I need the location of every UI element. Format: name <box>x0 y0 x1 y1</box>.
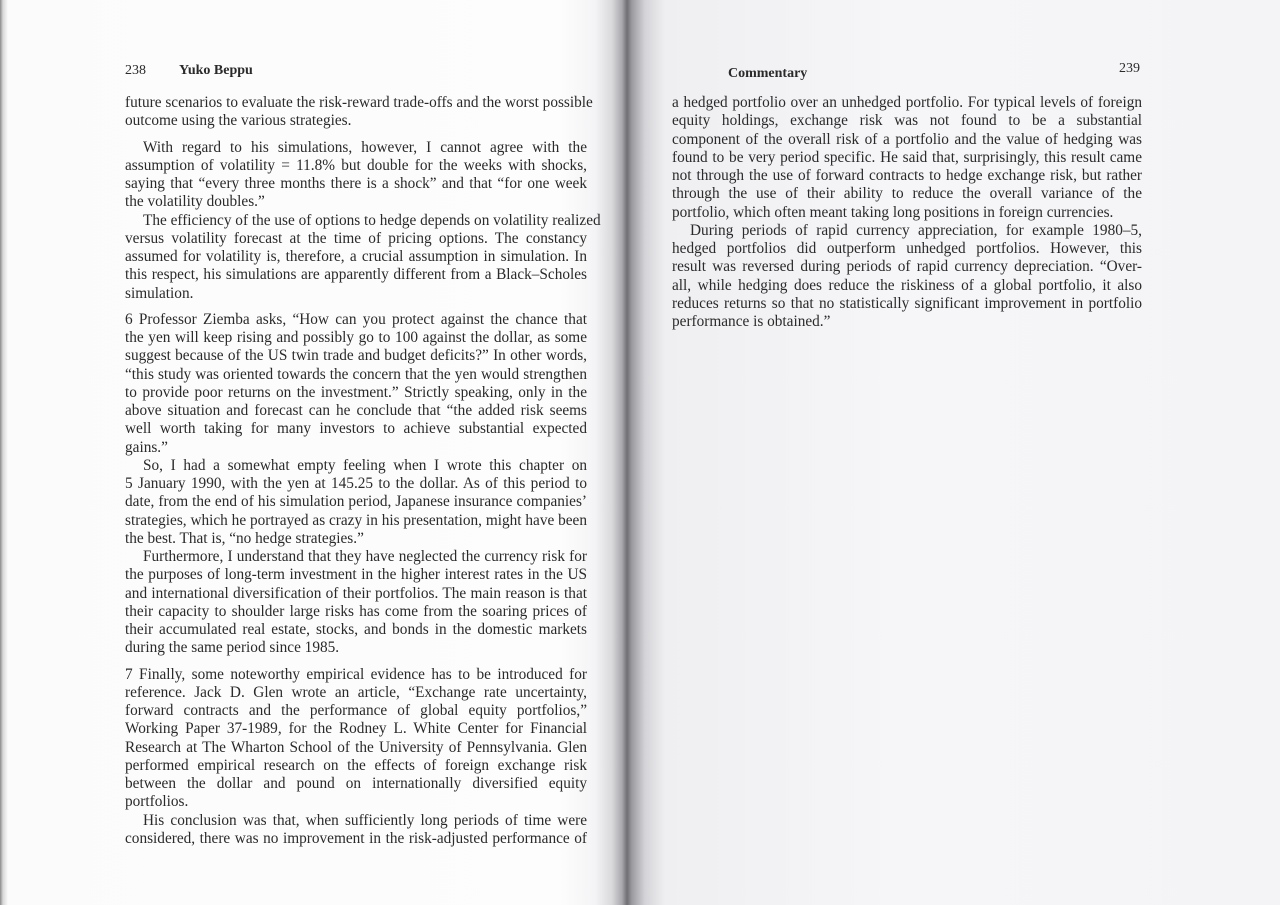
paragraph <box>125 812 587 849</box>
text-line: reduces returns so that no statistically significant improvement in portfolio <box>672 294 1142 312</box>
text-line: a hedged portfolio over an unhedged portfolio. For typical levels of foreign <box>672 94 1142 111</box>
text-line: the volatility doubles.” <box>125 193 265 211</box>
text-line: considered, there was no improvement in the risk-adjusted performance of <box>125 829 587 847</box>
text-line: not through the use of forward contracts to hedge exchange risk, but rather <box>672 167 1142 184</box>
paragraph <box>125 94 593 131</box>
text-line: Research at The Wharton School of the University of Pennsylvania. Glen <box>125 738 587 756</box>
text-line: 5 January 1990, with the yen at 145.25 to the dollar. As of this period to <box>125 475 587 492</box>
text-line: performed empirical research on the effects of foreign exchange risk <box>125 756 587 774</box>
text-line: “this study was oriented towards the concern that the yen would strengthen <box>125 365 587 383</box>
text-line: gains.” <box>125 438 168 456</box>
text-line: simulation. <box>125 284 194 302</box>
page-body <box>125 94 601 848</box>
text-line: found to be very period specific. He said that, surprisingly, this result came <box>672 148 1142 166</box>
text-line: portfolio, which often meant taking long positions in foreign currencies. <box>672 203 1114 221</box>
text-line: portfolios. <box>125 793 189 811</box>
running-head: Commentary <box>728 66 808 81</box>
text-line: assumed for volatility is, therefore, a crucial assumption in simulation. In <box>125 248 587 265</box>
paragraph <box>672 94 1142 222</box>
text-line: and international diversification of their portfolios. The main reason is that <box>125 584 587 602</box>
text-line: their accumulated real estate, stocks, and bonds in the domestic markets <box>125 621 587 638</box>
text-line: date, from the end of his simulation period, Japanese insurance companies’ <box>125 493 587 511</box>
text-line: between the dollar and pound on internationally diversified equity <box>125 775 587 792</box>
text-line: the yen will keep rising and possibly go to 100 against the dollar, as some <box>125 329 587 346</box>
text-line: this respect, his simulations are apparently different from a Black–Scholes <box>125 266 587 284</box>
text-line: assumption of volatility = 11.8% but double for the weeks with shocks, <box>125 156 587 174</box>
text-line: forward contracts and the performance of global equity portfolios,” <box>125 702 587 719</box>
text-line: So, I had a somewhat empty feeling when I wrote this chapter on <box>143 456 587 474</box>
text-line: saying that “every three months there is a shock” and that “for one week <box>125 175 587 192</box>
paragraph <box>125 139 587 212</box>
text-line: equity holdings, exchange risk was not found to be a substantial <box>672 112 1142 130</box>
text-line: strategies, which he portrayed as crazy in his presentation, might have been <box>125 511 587 529</box>
text-line: The efficiency of the use of options to hedge depends on volatility realized <box>143 211 601 229</box>
paragraph <box>125 311 587 457</box>
text-line: during the same period since 1985. <box>125 639 340 657</box>
text-line: 7 Finally, some noteworthy empirical evidence has to be introduced for <box>125 665 587 683</box>
text-line: component of the overall risk of a portfolio and the value of hedging was <box>672 130 1142 148</box>
text-line: well worth taking for many investors to achieve substantial expected <box>125 420 587 438</box>
paragraph <box>125 666 587 812</box>
text-line: versus volatility forecast at the time of pricing options. The constancy <box>125 229 587 247</box>
text-line: the best. That is, “no hedge strategies.” <box>125 529 364 547</box>
text-line: During periods of rapid currency appreciation, for example 1980–5, <box>690 221 1142 239</box>
text-line: reference. Jack D. Glen wrote an article, “Exchange rate uncertainty, <box>125 683 587 701</box>
paragraph <box>125 211 601 303</box>
text-line: their capacity to shoulder large risks has come from the soaring prices of <box>125 602 587 620</box>
text-line: through the use of their ability to reduce the overall variance of the <box>672 185 1142 203</box>
text-line: With regard to his simulations, however, I cannot agree with the <box>143 138 587 156</box>
text-line: result was reversed during periods of rapid currency depreciation. “Over- <box>672 258 1142 276</box>
text-line: Working Paper 37-1989, for the Rodney L. White Center for Financial <box>125 720 587 738</box>
text-line: all, while hedging does reduce the riskiness of a global portfolio, it also <box>672 276 1142 294</box>
page-number: 239 <box>1119 61 1140 76</box>
text-line: 6 Professor Ziemba asks, “How can you protect against the chance that <box>125 310 587 328</box>
text-line: the purposes of long-term investment in the higher interest rates in the US <box>125 566 587 584</box>
running-head: Yuko Beppu <box>179 63 253 78</box>
paragraph <box>125 548 587 658</box>
text-line: Furthermore, I understand that they have neglected the currency risk for <box>143 548 587 565</box>
paragraph <box>672 222 1142 332</box>
paragraph <box>125 457 587 548</box>
text-line: future scenarios to evaluate the risk-reward trade-offs and the worst possible <box>125 94 593 111</box>
text-line: to provide poor returns on the investment.” Strictly speaking, only in the <box>125 383 587 401</box>
text-line: suggest because of the US twin trade and budget deficits?” In other words, <box>125 347 587 365</box>
text-line: His conclusion was that, when sufficiently long periods of time were <box>143 811 587 829</box>
page-number: 238 <box>125 63 146 78</box>
text-line: above situation and forecast can he conclude that “the added risk seems <box>125 402 587 419</box>
text-line: outcome using the various strategies. <box>125 112 352 130</box>
text-line: performance is obtained.” <box>672 313 831 330</box>
page-body <box>672 94 1142 331</box>
text-line: hedged portfolios did outperform unhedged portfolios. However, this <box>672 240 1142 257</box>
